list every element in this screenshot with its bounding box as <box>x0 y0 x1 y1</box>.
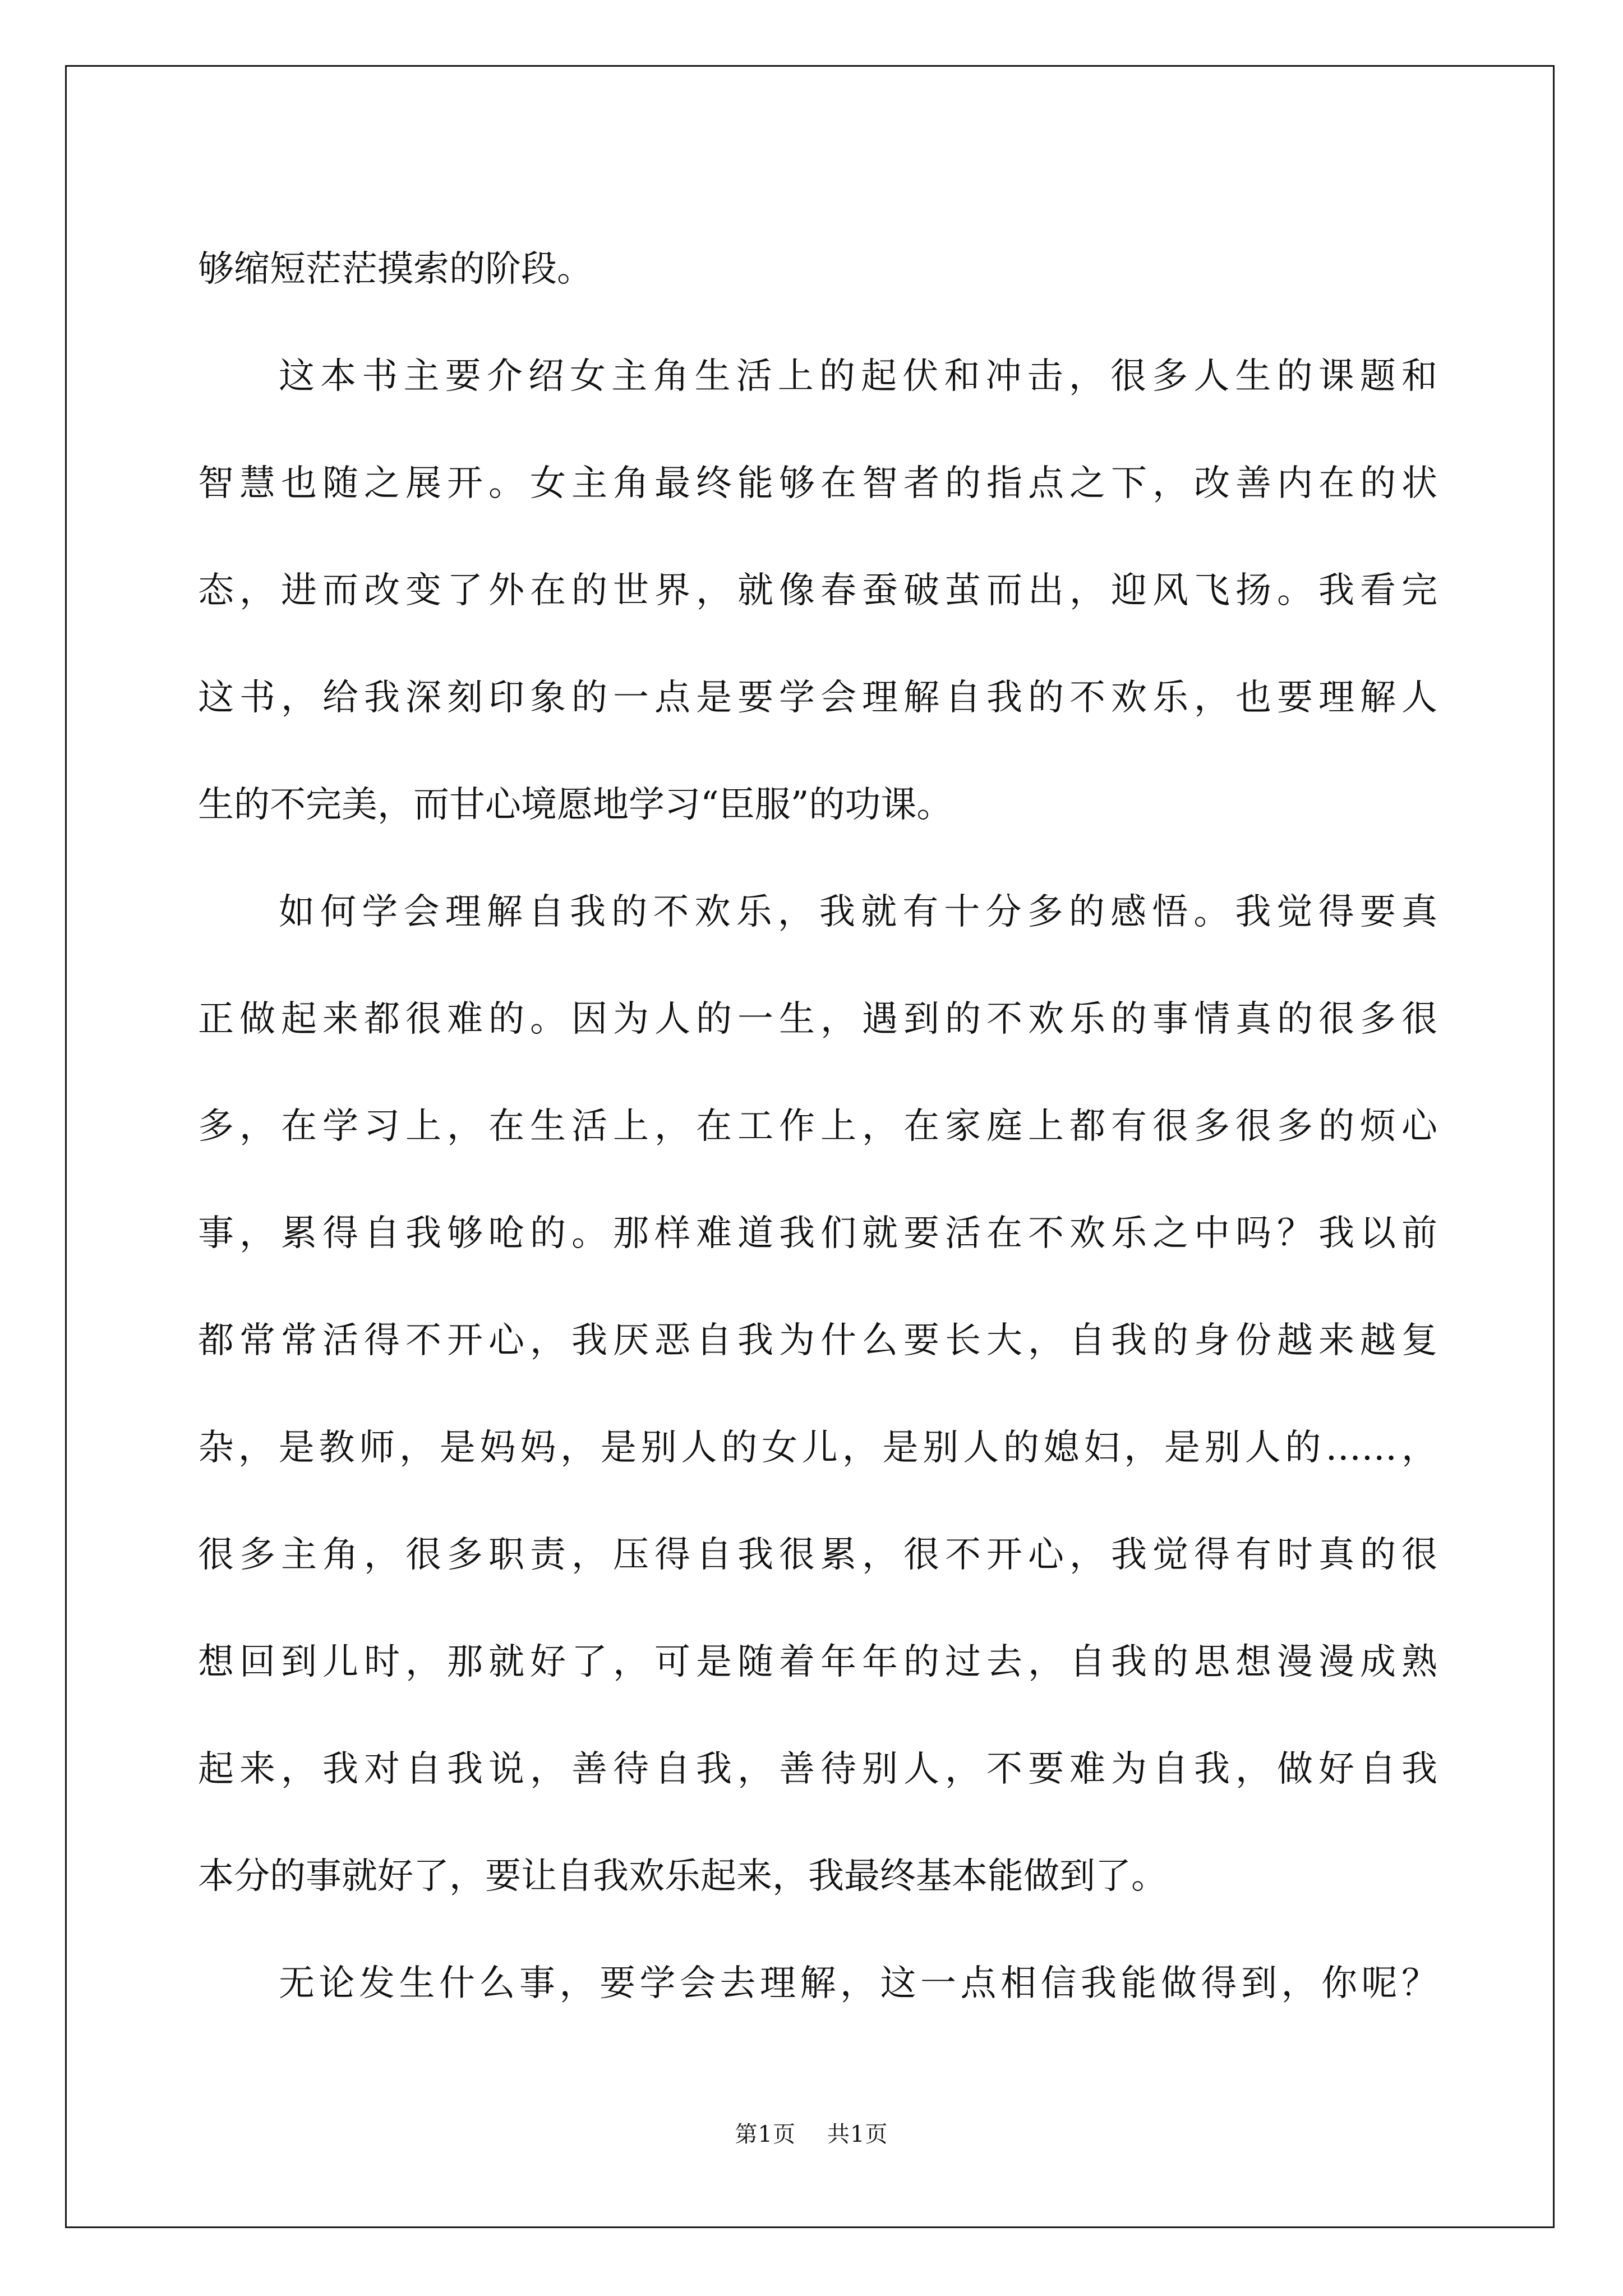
text-line: 这本书主要介绍女主角生活上的起伏和冲击，很多人生的课题和 <box>279 356 1437 397</box>
text-line: 态，进而改变了外在的世界，就像春蚕破茧而出，迎风飞扬。我看完 <box>198 570 1437 611</box>
text-line: 很多主角，很多职责，压得自我很累，很不开心，我觉得有时真的很 <box>198 1534 1437 1576</box>
text-line: 杂，是教师，是妈妈，是别人的女儿，是别人的媳妇，是别人的……， <box>198 1427 1437 1469</box>
page-footer <box>0 2118 1623 2151</box>
text-line: 多，在学习上，在生活上，在工作上，在家庭上都有很多很多的烦心 <box>198 1106 1437 1147</box>
text-line: 如何学会理解自我的不欢乐，我就有十分多的感悟。我觉得要真 <box>279 891 1437 933</box>
text-line: 无论发生什么事，要学会去理解，这一点相信我能做得到，你呢？ <box>279 1963 1437 2004</box>
document-body <box>198 216 1437 2037</box>
text-line: 这书，给我深刻印象的一点是要学会理解自我的不欢乐，也要理解人 <box>198 677 1437 719</box>
text-line: 够缩短茫茫摸索的阶段。 <box>198 249 593 290</box>
text-line: 本分的事就好了，要让自我欢乐起来，我最终基本能做到了。 <box>198 1856 1167 1897</box>
text-line: 想回到儿时，那就好了，可是随着年年的过去，自我的思想漫漫成熟 <box>198 1641 1437 1683</box>
text-line: 都常常活得不开心，我厌恶自我为什么要长大，自我的身份越来越复 <box>198 1320 1437 1361</box>
text-line: 正做起来都很难的。因为人的一生，遇到的不欢乐的事情真的很多很 <box>198 999 1437 1040</box>
text-line: 智慧也随之展开。女主角最终能够在智者的指点之下，改善内在的状 <box>198 463 1437 504</box>
page-number-current: 第1页 <box>735 2122 796 2147</box>
text-line: 生的不完美，而甘心境愿地学习“臣服”的功课。 <box>198 784 953 826</box>
page-number-total: 共1页 <box>827 2122 888 2147</box>
text-line: 事，累得自我够呛的。那样难道我们就要活在不欢乐之中吗？我以前 <box>198 1213 1437 1254</box>
text-line: 起来，我对自我说，善待自我，善待别人，不要难为自我，做好自我 <box>198 1749 1437 1790</box>
